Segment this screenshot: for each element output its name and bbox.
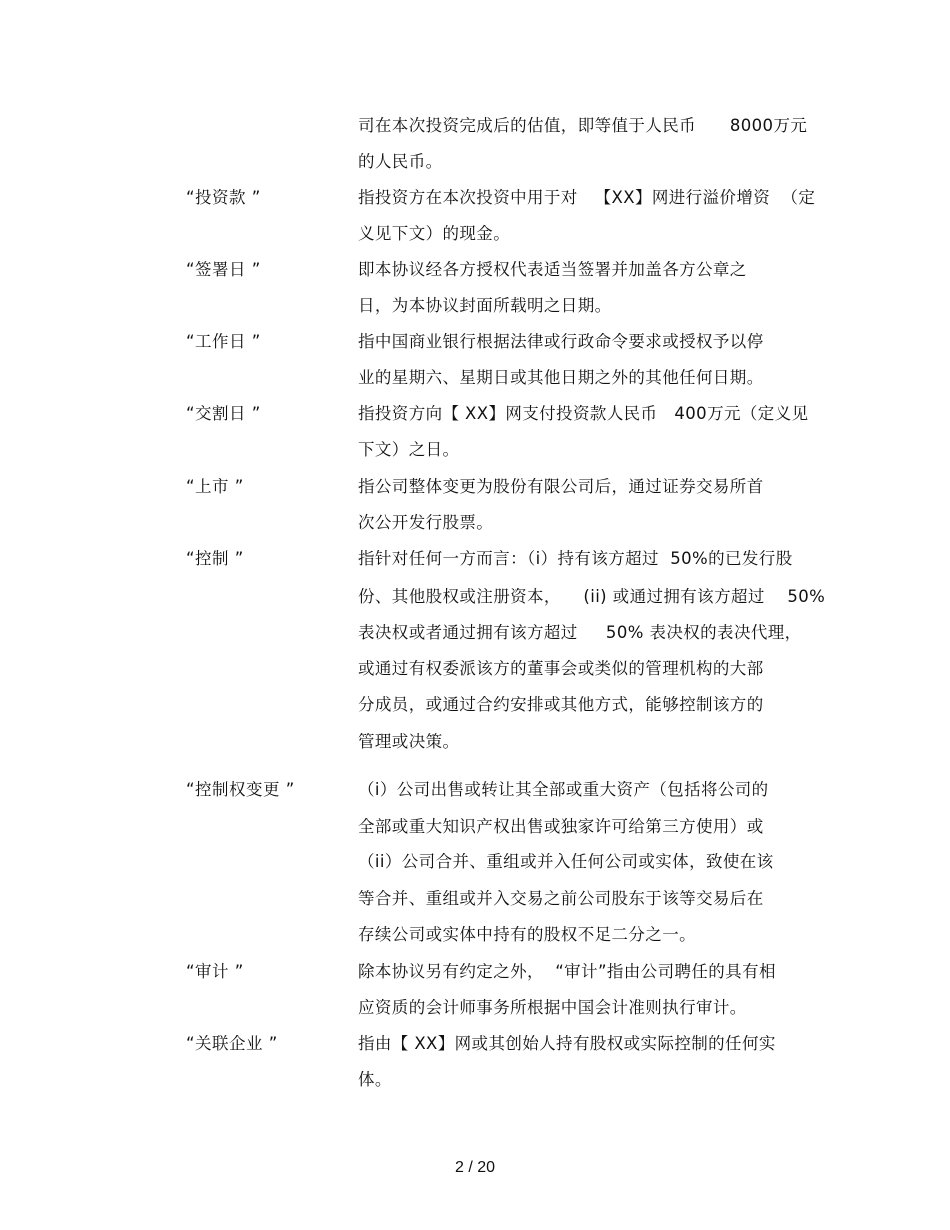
definition-line: 日，为本协议封面所载明之日期。 bbox=[358, 296, 612, 315]
definition-term: “签署日 ” bbox=[186, 260, 261, 279]
definition-line: 业的星期六、星期日或其他日期之外的其他任何日期。 bbox=[358, 368, 764, 387]
definition-line: 指投资方向【 XX】网支付投资款人民币 400万元（定义见 bbox=[358, 404, 809, 423]
definition-line: 等合并、重组或并入交易之前公司股东于该等交易后在 bbox=[358, 889, 764, 908]
definition-line: 指投资方在本次投资中用于对 【XX】网进行溢价增资 （定 bbox=[358, 188, 816, 207]
definition-line: 份、其他股权或注册资本， (ii) 或通过拥有该方超过 50% bbox=[358, 587, 826, 606]
definition-line: 体。 bbox=[358, 1070, 392, 1089]
definition-line: 除本协议另有约定之外， “审计”指由公司聘任的具有相 bbox=[358, 962, 776, 981]
definition-line: 即本协议经各方授权代表适当签署并加盖各方公章之 bbox=[358, 260, 747, 279]
definition-term: “上市 ” bbox=[186, 477, 244, 496]
definition-term: “控制权变更 ” bbox=[186, 780, 295, 799]
definition-term: “交割日 ” bbox=[186, 404, 261, 423]
definition-line: 表决权或者通过拥有该方超过 50% 表决权的表决代理， bbox=[358, 623, 802, 642]
definition-line: 存续公司或实体中持有的股权不足二分之一。 bbox=[358, 925, 696, 944]
definition-line: （ii）公司合并、重组或并入任何公司或实体，致使在该 bbox=[358, 852, 774, 871]
page-number: 2 / 20 bbox=[454, 1159, 496, 1176]
continuation-line: 司在本次投资完成后的估值，即等值于人民币 8000万元 bbox=[358, 116, 808, 135]
definition-term: “控制 ” bbox=[186, 549, 244, 568]
definition-term: “审计 ” bbox=[186, 962, 244, 981]
definition-line: 下文）之日。 bbox=[358, 440, 460, 459]
definition-line: 次公开发行股票。 bbox=[358, 513, 494, 532]
definition-line: 指中国商业银行根据法律或行政命令要求或授权予以停 bbox=[358, 332, 764, 351]
continuation-line: 的人民币。 bbox=[358, 152, 443, 171]
definition-line: 指针对任何一方而言：（i）持有该方超过 50%的已发行股 bbox=[358, 549, 793, 568]
definition-term: “关联企业 ” bbox=[186, 1034, 278, 1053]
definition-line: 指公司整体变更为股份有限公司后，通过证券交易所首 bbox=[358, 477, 764, 496]
definition-line: 全部或重大知识产权出售或独家许可给第三方使用）或 bbox=[358, 817, 764, 836]
definition-line: 义见下文）的现金。 bbox=[358, 224, 511, 243]
definition-line: 应资质的会计师事务所根据中国会计准则执行审计。 bbox=[358, 998, 747, 1017]
definition-line: 管理或决策。 bbox=[358, 732, 460, 751]
definition-line: （i）公司出售或转让其全部或重大资产（包括将公司的 bbox=[358, 780, 769, 799]
definition-line: 分成员，或通过合约安排或其他方式，能够控制该方的 bbox=[358, 695, 764, 714]
definition-term: “投资款 ” bbox=[186, 188, 261, 207]
definition-term: “工作日 ” bbox=[186, 332, 261, 351]
definition-line: 指由【 XX】网或其创始人持有股权或实际控制的任何实 bbox=[358, 1034, 776, 1053]
definition-line: 或通过有权委派该方的董事会或类似的管理机构的大部 bbox=[358, 659, 764, 678]
